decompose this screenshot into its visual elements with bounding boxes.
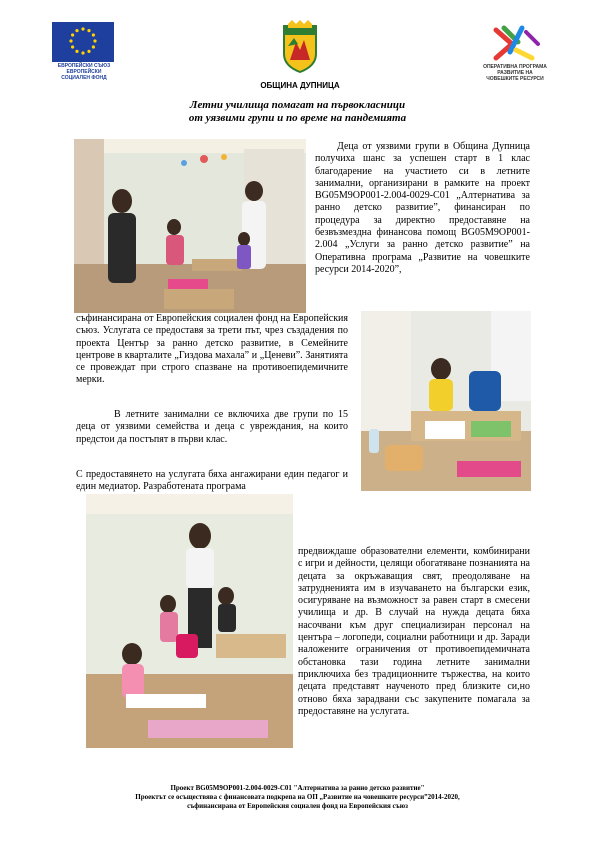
classroom-photo-2: [361, 311, 531, 491]
paragraph-intro: Деца от уязвими групи в Община Дупница получиха шанс за успешен старт в 1 клас благодарение на участието си в летните занимални, организирани в рамките на проект BG05M9OP001-2.004-0029-C01 „Алтернатива за ранно детско развитие”, финансиран по процедура за директно предоставяне на безвъзмездна финансова помощ BG05M9OP001-2.004 „Услуги за ранно детско развитие” на Оперативна програма „Развитие на човешките ресурси 2014-2020”,: [315, 141, 530, 275]
footer-funding-line: Проектът се осъществява с финансовата подкрепа на ОП „Развитие на човешките ресурси”2014-2020,: [135, 793, 460, 801]
article-title: [60, 99, 535, 125]
paragraph-program: предвиждаше образователни елементи, комбинирани с игри и дейности, целящи обогатяване познанията на децата за окръжаващия свят, преодоляване на затрудненията им в изучаването на български език, осигуряване на възможност за равен старт в смесени училища и др. В случай на нужда децата бяха насочвани към друг специализиран персонал на центъра – логопеди, социални работници и др. Заради наложените ограничения от противоепидемичната обстановка тази година летните занимални приключиха без традиционните тържества, на които децата представят наученото пред близките си,но отново бяха зарадвани със закупените помагала за предоставяне на услугата.: [298, 546, 530, 717]
paragraph-groups: В летните занимални се включиха две групи по 15 деца от уязвими семейства и деца с увреждания, на които предстои да постъпят в първи клас.: [76, 409, 348, 445]
article-title-line: Летни училища помагат на първокласници: [189, 99, 406, 111]
hrd-caption-line: РАЗВИТИЕ НА: [497, 70, 533, 76]
footer-project-line: Проект BG05M9OP001-2.004-0029-C01 "Алтернатива за ранно детско развитие": [170, 784, 425, 792]
footer-cofinancing-line: съфинансирана от Европейския социален фонд на Европейския съюз: [187, 802, 408, 810]
eu-caption-line: ЕВРОПЕЙСКИ: [66, 69, 102, 75]
eu-caption-line: СОЦИАЛЕН ФОНД: [61, 75, 107, 81]
municipality-name: ОБЩИНА ДУПНИЦА: [260, 81, 340, 90]
classroom-photo-3: [86, 494, 293, 748]
article-title-line: от уязвими групи и по време на пандемията: [188, 112, 407, 124]
hrd-program-logo: [482, 22, 548, 64]
paragraph-cofinancing: съфинансирана от Европейския социален фонд на Европейския съюз. Услугата се предоставя за трети път, чрез създадения по проекта Център за ранно детско развитие, в Семейните центрове в кварталите „Гиздова махала” и „Ценеви”. Занятията се провеждат при строго спазване на противоепидемичните мерки.: [76, 313, 348, 386]
hrd-caption: [470, 64, 560, 82]
dupnitsa-crest-logo: [280, 20, 320, 74]
eu-caption-line: ЕВРОПЕЙСКИ СЪЮЗ: [57, 63, 111, 69]
footer: [60, 784, 535, 811]
classroom-photo-1: [74, 139, 306, 313]
paragraph-staff: С предоставянето на услугата бяха ангажирани един педагог и един медиатор. Разработената програма: [76, 469, 348, 493]
hrd-caption-line: ОПЕРАТИВНА ПРОГРАМА: [483, 64, 547, 70]
eu-caption: [48, 63, 120, 81]
hrd-caption-line: ЧОВЕШКИТЕ РЕСУРСИ: [486, 76, 544, 82]
eu-flag-logo: [52, 22, 114, 62]
